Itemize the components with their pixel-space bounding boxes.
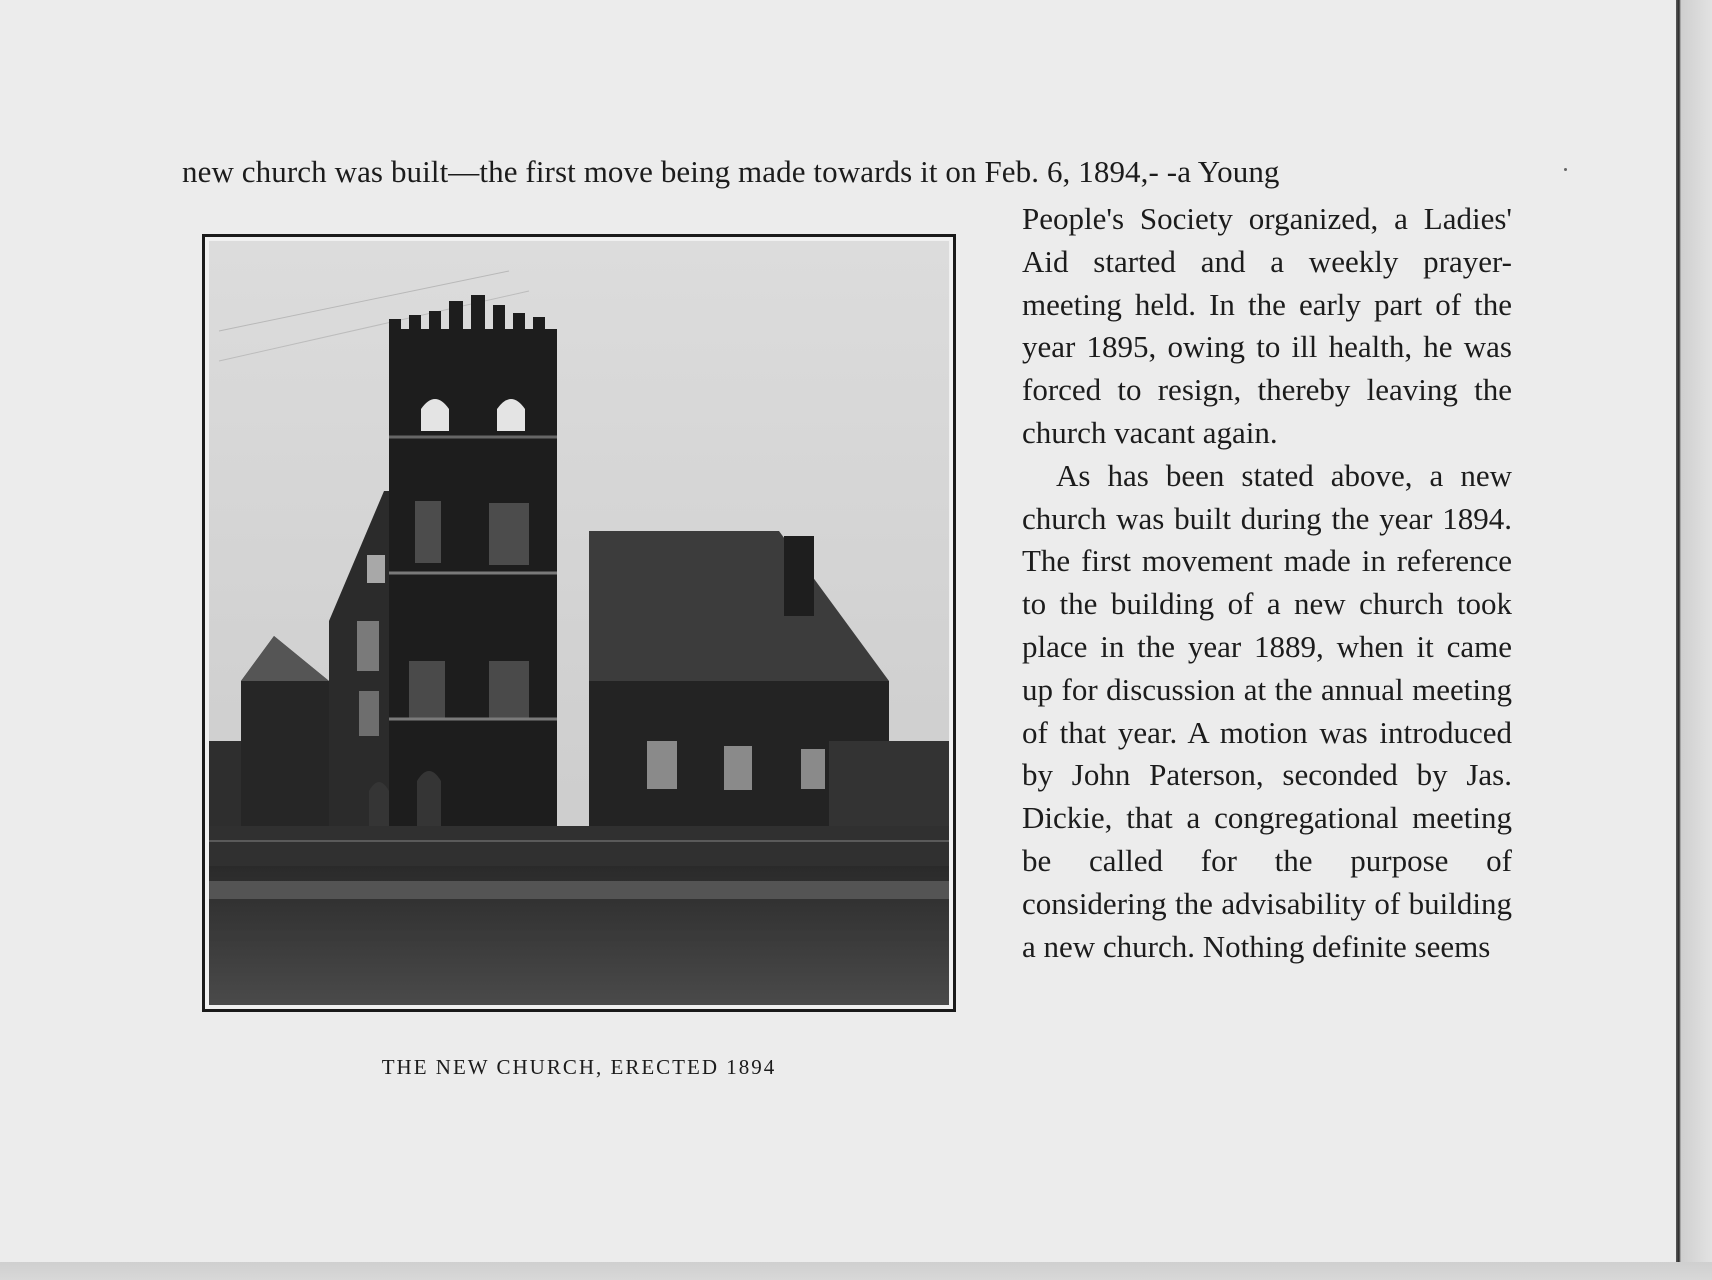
fence bbox=[209, 826, 949, 866]
paragraph: As has been stated above, a new church was built during the year 1894. The first movement made in reference to the building of a new church took place in the year 1889, when it came up for discussion at the annual meeting of that year. A motion was introduced by John Paterson, seconded by Jas. Dickie, that a congregational meeting be called for the purpose of considering the advisability of building a new church. Nothing definite seems bbox=[1022, 457, 1512, 964]
text-column bbox=[1022, 198, 1512, 968]
church-tower bbox=[389, 329, 557, 869]
church-photo-frame bbox=[202, 234, 956, 1012]
photo-caption: THE NEW CHURCH, ERECTED 1894 bbox=[381, 1055, 777, 1079]
church-photo bbox=[209, 241, 949, 1005]
margin-mark bbox=[1564, 168, 1567, 171]
continued-text-line: new church was built—the first move being made towards it on Feb. 6, 1894,- -a Young bbox=[182, 154, 1280, 189]
page-edge bbox=[1676, 0, 1712, 1280]
paragraph: People's Society organized, a Ladies' Aid started and a weekly prayer-meeting held. In the early part of the year 1895, owing to ill health, he was forced to resign, thereby leaving the church vacant again. bbox=[1022, 201, 1512, 450]
page-bottom-edge bbox=[0, 1262, 1712, 1280]
